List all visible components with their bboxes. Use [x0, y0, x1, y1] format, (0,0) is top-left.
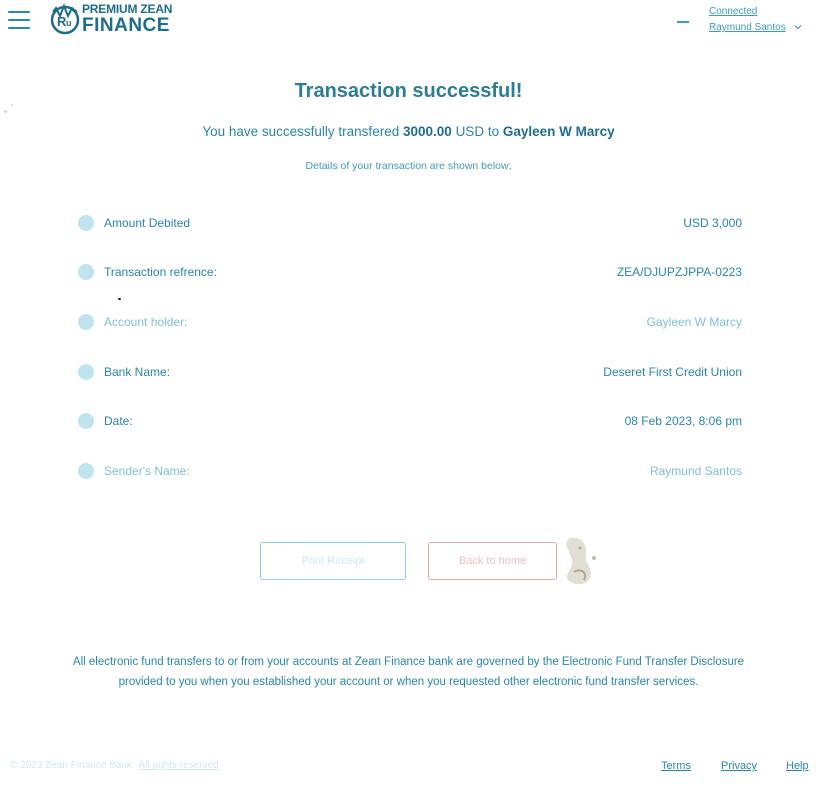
transfer-summary: [0, 124, 817, 139]
reference-icon: [78, 264, 94, 280]
summary-currency: USD to: [455, 124, 500, 139]
summary-recipient: Gayleen W Marcy: [502, 124, 615, 139]
connection-status: Connected: [709, 6, 758, 17]
detail-row-bank-name: [78, 347, 742, 397]
footer-terms-link[interactable]: Terms: [661, 760, 691, 772]
top-header: [0, 0, 817, 46]
scan-speck: [11, 104, 13, 106]
account-holder-icon: [78, 314, 94, 330]
svg-text:u: u: [66, 18, 72, 28]
detail-row-account-holder: [78, 297, 742, 347]
copyright-text: © 2023 Zean Finance Bank: [10, 760, 132, 771]
scan-speck: [4, 110, 7, 113]
detail-row-date: [78, 396, 742, 446]
summary-prefix: You have successfully transfered: [202, 124, 400, 139]
scan-speck: [118, 298, 121, 300]
calendar-icon: [78, 413, 94, 429]
hamburger-icon[interactable]: [8, 11, 30, 29]
detail-label: Sender's Name:: [104, 463, 190, 478]
detail-row-reference: [78, 248, 742, 298]
back-to-home-button[interactable]: Back to home: [428, 542, 557, 580]
print-receipt-button[interactable]: Print Receipt: [260, 542, 406, 580]
detail-label: Transaction refrence:: [104, 265, 217, 280]
amount-icon: [78, 215, 94, 231]
detail-label: Bank Name:: [104, 364, 171, 379]
detail-value: Deseret First Credit Union: [603, 364, 742, 379]
summary-amount: 3000.00: [402, 124, 452, 139]
detail-row-sender: [78, 446, 742, 496]
logo-mark-icon: [46, 2, 86, 36]
detail-label: Amount Debited: [104, 215, 191, 230]
svg-text:R: R: [57, 14, 67, 29]
username-link[interactable]: Raymund Santos: [709, 22, 786, 33]
detail-row-amount: [78, 198, 742, 248]
scan-smudge-mark: [560, 528, 610, 592]
detail-value: Gayleen W Marcy: [646, 314, 742, 329]
footer-help-link[interactable]: Help: [786, 760, 809, 772]
disclosure-line-2: provided to you when you established your account or when you requested other electronic fund transfer services.: [118, 676, 699, 688]
bank-icon: [78, 364, 94, 380]
detail-label: Account holder:: [104, 314, 188, 329]
detail-value: Raymund Santos: [649, 463, 742, 478]
footer-privacy-link[interactable]: Privacy: [721, 760, 758, 772]
detail-value: 08 Feb 2023, 8:06 pm: [624, 414, 742, 429]
page-title: Transaction successful!: [294, 80, 523, 102]
detail-value: USD 3,000: [683, 215, 742, 230]
logo-text-top: PREMIUM ZEAN: [82, 2, 173, 16]
status-dash: [677, 21, 689, 23]
bank-logo[interactable]: [46, 2, 172, 36]
copyright: [10, 760, 219, 771]
disclosure-line-1: All electronic fund transfers to or from your accounts at Zean Finance bank are governed by the Electronic Fund Transfer Disclosure: [72, 656, 745, 668]
chevron-down-icon[interactable]: [793, 22, 803, 32]
transaction-details: [78, 198, 742, 496]
detail-value: ZEA/DJUPZJPPA-0223: [616, 265, 742, 280]
detail-label: Date:: [104, 414, 133, 429]
details-note: Details of your transaction are shown below;: [305, 160, 512, 172]
user-menu[interactable]: [709, 4, 803, 35]
logo-text-bottom: FINANCE: [82, 15, 170, 36]
sender-icon: [78, 463, 94, 479]
rights-link[interactable]: All rights reserved: [138, 760, 219, 771]
eft-disclosure: [40, 652, 777, 692]
